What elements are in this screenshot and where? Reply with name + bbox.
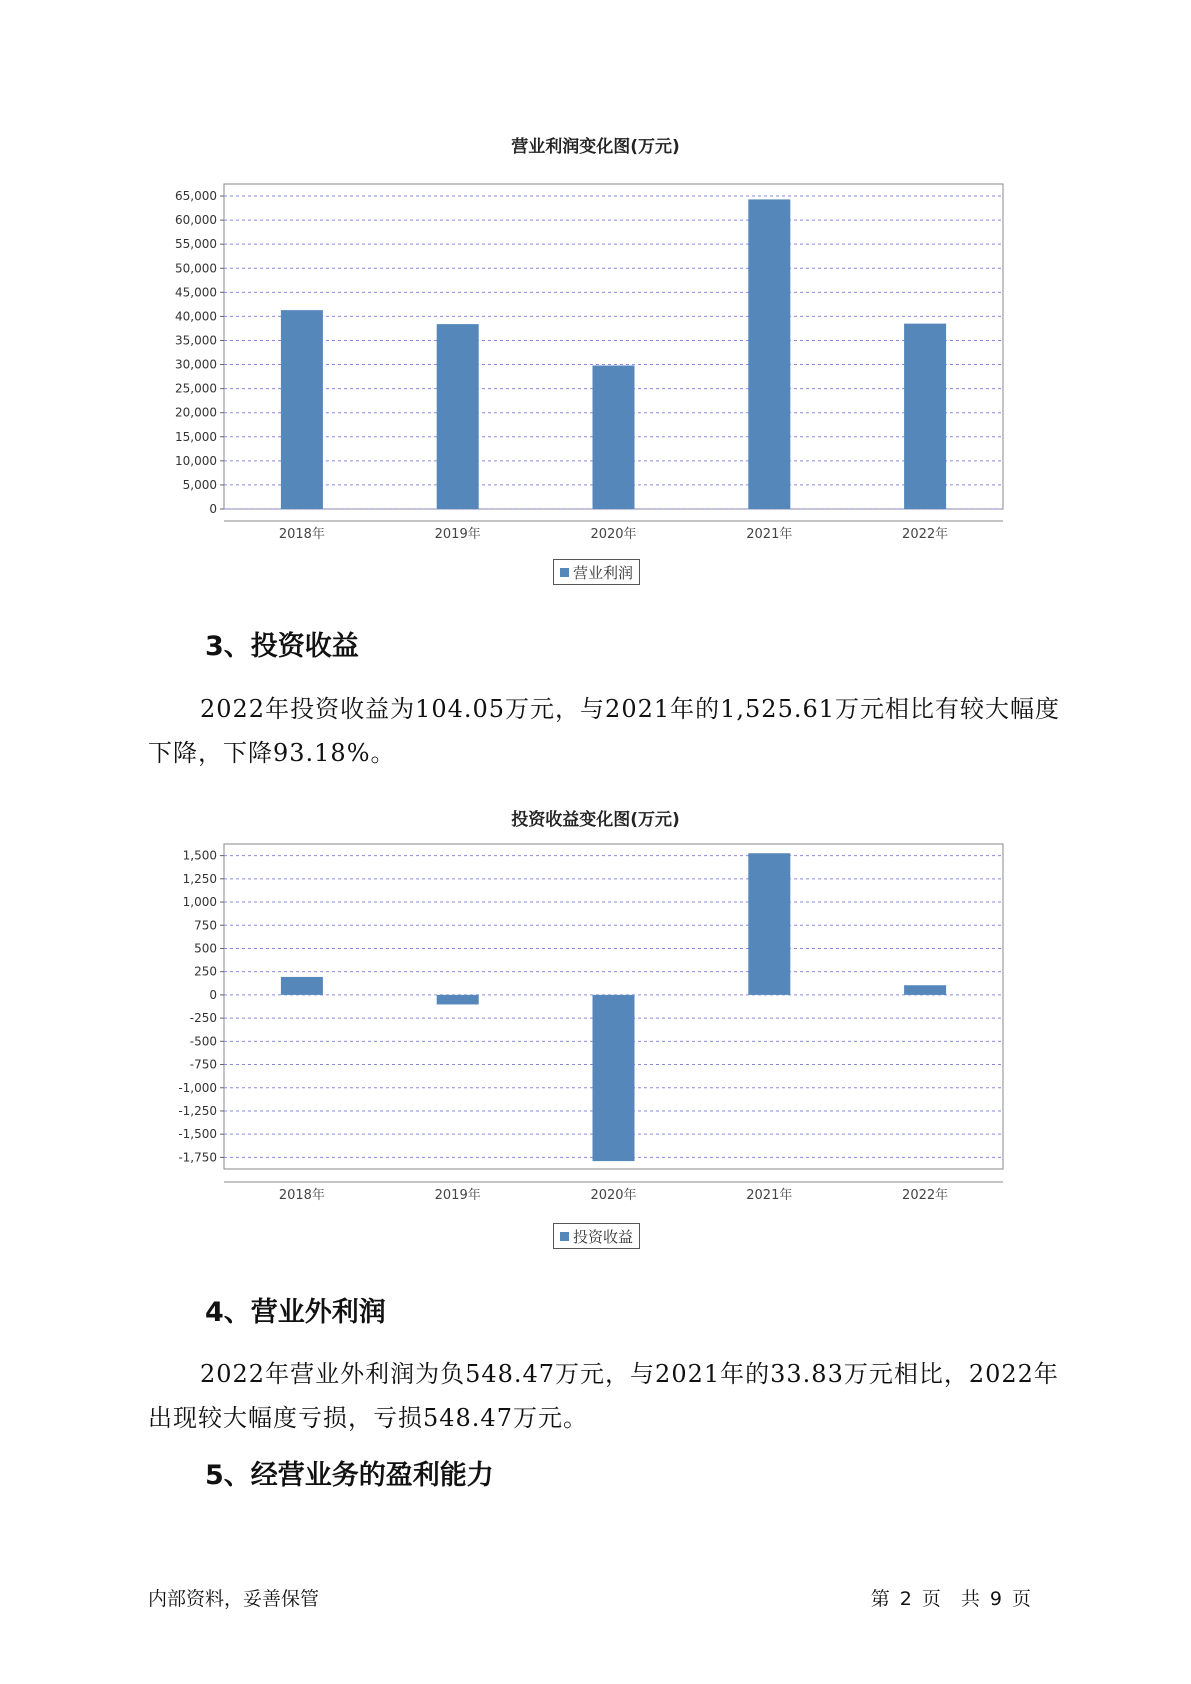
chart1-bar <box>904 324 946 509</box>
chart2-ytick-label: 1,500 <box>182 848 217 863</box>
chart2-ytick-label: -500 <box>189 1034 217 1049</box>
chart2-bar <box>437 995 479 1005</box>
chart2-ytick-label: 1,250 <box>182 871 217 886</box>
chart2-bar <box>281 977 323 995</box>
chart2-ytick-label: -250 <box>189 1011 217 1026</box>
chart2-title: 投资收益变化图(万元) <box>511 810 680 830</box>
chart2-ytick-label: 750 <box>194 918 217 933</box>
chart2-ytick-label: -1,750 <box>178 1150 217 1165</box>
chart1-bar <box>281 310 323 509</box>
chart1-xtick-label: 2022年 <box>902 527 949 542</box>
footer-confidential-note: 内部资料，妥善保管 <box>148 1588 320 1610</box>
chart1-ytick-label: 0 <box>209 502 217 516</box>
chart2-xtick-label: 2021年 <box>746 1188 793 1203</box>
chart2-investment-income <box>0 840 1191 1203</box>
chart1-bar <box>593 366 635 509</box>
section-4-paragraph: 2022年营业外利润为负548.47万元，与2021年的33.83万元相比，2022年出现较大幅度亏损，亏损548.47万元。 <box>148 1360 1059 1432</box>
chart1-ytick-label: 60,000 <box>175 213 217 228</box>
chart1-operating-profit <box>0 170 1191 542</box>
chart1-ytick-label: 30,000 <box>175 357 217 372</box>
chart2-bar <box>748 853 790 995</box>
section-3-paragraph: 2022年投资收益为104.05万元，与2021年的1,525.61万元相比有较大幅度下降，下降93.18%。 <box>148 695 1061 767</box>
chart1-ytick-label: 45,000 <box>175 285 217 300</box>
footer-page-total: 9 <box>989 1588 1002 1610</box>
chart1-ytick-label: 25,000 <box>175 381 217 396</box>
chart2-xtick-label: 2020年 <box>590 1188 637 1203</box>
section-5-heading: 5、经营业务的盈利能力 <box>205 1460 494 1491</box>
chart1-ytick-label: 10,000 <box>175 453 217 468</box>
chart2-xtick-label: 2018年 <box>278 1188 325 1203</box>
chart2-ytick-label: -750 <box>189 1057 217 1072</box>
chart1-legend-label: 营业利润 <box>573 563 634 582</box>
chart1-ytick-label: 20,000 <box>175 405 217 420</box>
chart2-xtick-label: 2019年 <box>434 1188 481 1203</box>
footer-page-total-prefix: 共 <box>960 1588 980 1610</box>
chart1-legend-swatch <box>560 568 569 577</box>
chart1-ytick-label: 40,000 <box>175 309 217 324</box>
chart2-ytick-label: 0 <box>209 987 217 1002</box>
chart1-bar <box>437 324 479 509</box>
chart1-bar <box>748 199 790 509</box>
chart1-xtick-label: 2021年 <box>746 527 793 542</box>
chart2-bar <box>593 995 635 1161</box>
chart2-ytick-label: -1,250 <box>178 1103 217 1118</box>
footer-page-mid: 页 <box>921 1588 941 1610</box>
chart1-xtick-label: 2018年 <box>278 527 325 542</box>
chart1-ytick-label: 15,000 <box>175 429 217 444</box>
section-3-heading: 3、投资收益 <box>205 631 359 662</box>
chart2-ytick-label: 500 <box>194 941 217 956</box>
chart1-xtick-label: 2020年 <box>590 527 637 542</box>
chart2-ytick-label: 1,000 <box>182 895 217 910</box>
chart2-ytick-label: 250 <box>194 964 217 979</box>
footer-page-number <box>871 1584 1031 1611</box>
chart2-bar <box>904 985 946 995</box>
chart1-ytick-label: 65,000 <box>175 189 217 204</box>
chart1-ytick-label: 50,000 <box>175 261 217 276</box>
chart2-ytick-label: -1,000 <box>178 1080 217 1095</box>
chart1-title: 营业利润变化图(万元) <box>511 137 680 157</box>
chart1-legend <box>553 559 640 585</box>
chart2-ytick-label: -1,500 <box>178 1127 217 1142</box>
chart1-ytick-label: 5,000 <box>182 477 217 492</box>
footer-page-current: 2 <box>899 1588 912 1610</box>
chart1-ytick-label: 35,000 <box>175 333 217 348</box>
chart1-xtick-label: 2019年 <box>434 527 481 542</box>
chart1-ytick-label: 55,000 <box>175 237 217 252</box>
chart2-legend-label: 投资收益 <box>573 1227 634 1246</box>
section-4-heading: 4、营业外利润 <box>205 1297 386 1328</box>
footer-page-prefix: 第 <box>870 1588 890 1610</box>
footer-page-suffix: 页 <box>1011 1588 1031 1610</box>
chart2-legend <box>553 1223 640 1249</box>
chart2-legend-swatch <box>560 1232 569 1241</box>
chart2-xtick-label: 2022年 <box>902 1188 949 1203</box>
